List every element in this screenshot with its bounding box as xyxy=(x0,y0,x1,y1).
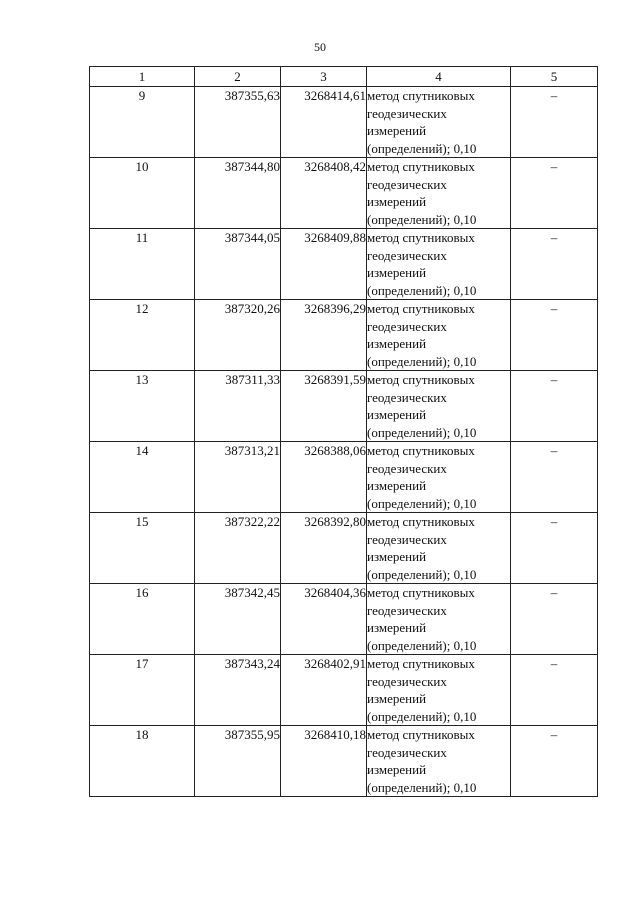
point-number-cell: 14 xyxy=(90,442,195,513)
y-coordinate-cell: 3268410,18 xyxy=(281,726,367,797)
method-cell xyxy=(367,584,511,655)
y-coordinate-cell: 3268409,88 xyxy=(281,229,367,300)
table-row xyxy=(90,87,598,158)
column-5-cell: – xyxy=(511,229,598,300)
point-number-cell: 13 xyxy=(90,371,195,442)
method-cell xyxy=(367,726,511,797)
x-coordinate-cell: 387311,33 xyxy=(195,371,281,442)
method-cell xyxy=(367,371,511,442)
table-row xyxy=(90,442,598,513)
method-cell xyxy=(367,87,511,158)
column-5-cell: – xyxy=(511,158,598,229)
table-body xyxy=(90,87,598,797)
method-cell xyxy=(367,158,511,229)
table-row xyxy=(90,655,598,726)
y-coordinate-cell: 3268402,91 xyxy=(281,655,367,726)
y-coordinate-cell: 3268392,80 xyxy=(281,513,367,584)
column-5-cell: – xyxy=(511,300,598,371)
column-5-cell: – xyxy=(511,726,598,797)
method-text: метод спутниковых геодезических измерений (определений); 0,10 xyxy=(367,159,477,227)
point-number-cell: 17 xyxy=(90,655,195,726)
y-coordinate-cell: 3268391,59 xyxy=(281,371,367,442)
method-cell xyxy=(367,300,511,371)
method-cell xyxy=(367,513,511,584)
method-cell xyxy=(367,229,511,300)
table-row xyxy=(90,371,598,442)
y-coordinate-cell: 3268408,42 xyxy=(281,158,367,229)
method-text: метод спутниковых геодезических измерений (определений); 0,10 xyxy=(367,727,477,795)
x-coordinate-cell: 387344,05 xyxy=(195,229,281,300)
column-5-cell: – xyxy=(511,87,598,158)
x-coordinate-cell: 387355,95 xyxy=(195,726,281,797)
coordinates-table xyxy=(89,66,598,797)
page-number: 50 xyxy=(314,40,326,54)
column-5-cell: – xyxy=(511,371,598,442)
x-coordinate-cell: 387343,24 xyxy=(195,655,281,726)
method-text: метод спутниковых геодезических измерений (определений); 0,10 xyxy=(367,585,477,653)
y-coordinate-cell: 3268404,36 xyxy=(281,584,367,655)
table-row xyxy=(90,300,598,371)
table-row xyxy=(90,158,598,229)
method-text: метод спутниковых геодезических измерений (определений); 0,10 xyxy=(367,443,477,511)
method-cell xyxy=(367,442,511,513)
method-text: метод спутниковых геодезических измерений (определений); 0,10 xyxy=(367,372,477,440)
y-coordinate-cell: 3268414,61 xyxy=(281,87,367,158)
point-number-cell: 18 xyxy=(90,726,195,797)
table-row xyxy=(90,726,598,797)
x-coordinate-cell: 387344,80 xyxy=(195,158,281,229)
x-coordinate-cell: 387313,21 xyxy=(195,442,281,513)
column-5-cell: – xyxy=(511,513,598,584)
point-number-cell: 15 xyxy=(90,513,195,584)
column-5-cell: – xyxy=(511,442,598,513)
column-header-4: 4 xyxy=(367,67,511,87)
column-header-5: 5 xyxy=(511,67,598,87)
y-coordinate-cell: 3268388,06 xyxy=(281,442,367,513)
table-header-row xyxy=(90,67,598,87)
point-number-cell: 9 xyxy=(90,87,195,158)
column-header-2: 2 xyxy=(195,67,281,87)
point-number-cell: 12 xyxy=(90,300,195,371)
x-coordinate-cell: 387355,63 xyxy=(195,87,281,158)
point-number-cell: 10 xyxy=(90,158,195,229)
x-coordinate-cell: 387322,22 xyxy=(195,513,281,584)
method-text: метод спутниковых геодезических измерений (определений); 0,10 xyxy=(367,301,477,369)
column-header-1: 1 xyxy=(90,67,195,87)
method-cell xyxy=(367,655,511,726)
table-row xyxy=(90,229,598,300)
table-row xyxy=(90,584,598,655)
x-coordinate-cell: 387342,45 xyxy=(195,584,281,655)
column-5-cell: – xyxy=(511,584,598,655)
method-text: метод спутниковых геодезических измерений (определений); 0,10 xyxy=(367,88,477,156)
x-coordinate-cell: 387320,26 xyxy=(195,300,281,371)
column-header-3: 3 xyxy=(281,67,367,87)
method-text: метод спутниковых геодезических измерений (определений); 0,10 xyxy=(367,230,477,298)
point-number-cell: 16 xyxy=(90,584,195,655)
point-number-cell: 11 xyxy=(90,229,195,300)
table-row xyxy=(90,513,598,584)
method-text: метод спутниковых геодезических измерений (определений); 0,10 xyxy=(367,656,477,724)
y-coordinate-cell: 3268396,29 xyxy=(281,300,367,371)
column-5-cell: – xyxy=(511,655,598,726)
method-text: метод спутниковых геодезических измерений (определений); 0,10 xyxy=(367,514,477,582)
